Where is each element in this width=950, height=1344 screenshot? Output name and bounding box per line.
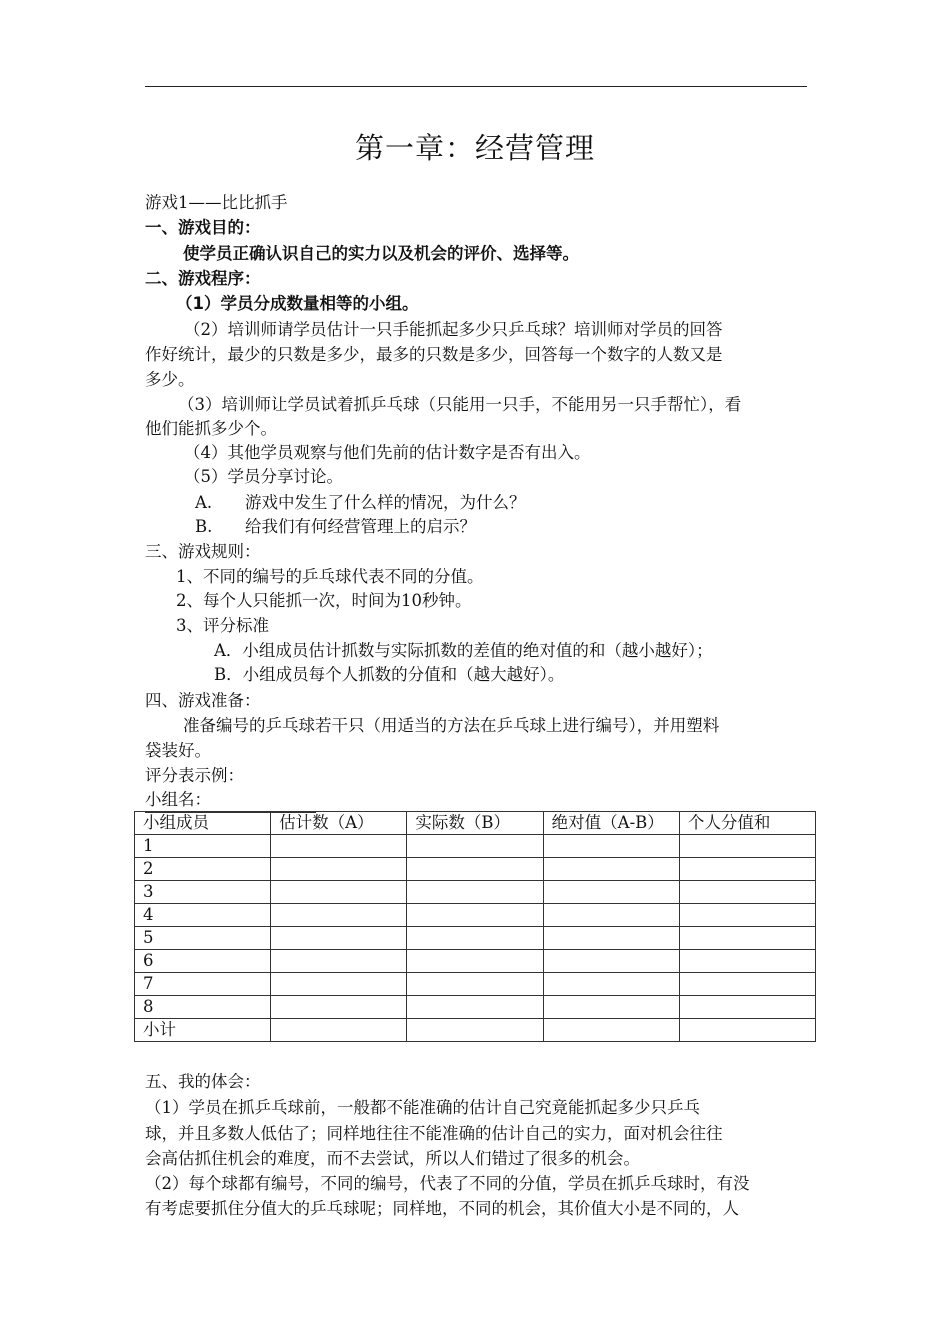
group-name-label [145,788,316,813]
table-cell [271,950,407,973]
section4-line1: 准备编号的乒乓球若干只（用适当的方法在乒乓球上进行编号），并用塑料 [183,716,720,735]
table-row [135,858,816,881]
section5-p1-line3: 会高估抓住机会的难度，而不去尝试，所以人们错过了很多的机会。 [145,1149,640,1168]
row-label: 6 [135,950,271,973]
question-a-text: 游戏中发生了什么样的情况，为什么？ [245,493,526,512]
section5-p2-line2: 有考虑要抓住分值大的乒乓球呢；同样地，不同的机会，其价值大小是不同的，人 [145,1199,739,1218]
section4-heading: 四、游戏准备： [145,691,261,710]
table-cell [543,835,679,858]
game-title: 游戏1——比比抓手 [145,193,288,212]
step5-text: （5）学员分享讨论。 [184,467,343,486]
row-label: 8 [135,996,271,1019]
table-cell [543,1019,679,1042]
row-label: 4 [135,904,271,927]
question-b-text: 给我们有何经营管理上的启示？ [245,517,476,536]
table-cell [271,904,407,927]
table-cell [543,881,679,904]
section1-text: 使学员正确认识自己的实力以及机会的评价、选择等。 [183,244,579,263]
table-cell [271,858,407,881]
step2-line3: 多少。 [145,370,195,389]
row-label: 小计 [135,1019,271,1042]
step2-line1: （2）培训师请学员估计一只手能抓起多少只乒乓球？培训师对学员的回答 [184,320,723,339]
row-label: 1 [135,835,271,858]
table-cell [407,950,543,973]
table-row [135,904,816,927]
question-a-letter: A. [195,493,213,512]
chapter-title: 第一章：经营管理 [354,131,595,165]
section5-heading: 五、我的体会： [145,1072,261,1091]
table-row [135,881,816,904]
table-row [135,835,816,858]
table-row [135,1019,816,1042]
table-cell [271,835,407,858]
step2-line2: 作好统计，最少的只数是多少，最多的只数是多少，回答每一个数字的人数又是 [145,345,723,364]
step3-line1: （3）培训师让学员试着抓乒乓球（只能用一只手，不能用另一只手帮忙），看 [178,395,742,414]
row-label: 5 [135,927,271,950]
table-cell [543,927,679,950]
rule1-text: 1、不同的编号的乒乓球代表不同的分值。 [176,567,484,586]
table-cell [679,927,815,950]
question-b-letter: B. [195,517,213,536]
step4-text: （4）其他学员观察与他们先前的估计数字是否有出入。 [184,443,591,462]
table-cell [407,927,543,950]
table-cell [407,835,543,858]
table-cell [407,904,543,927]
table-cell [543,996,679,1019]
header-member: 小组成员 [135,812,271,835]
rule3a-text: A．小组成员估计抓数与实际抓数的差值的绝对值的和（越小越好）； [214,641,713,660]
section5-p2-line1: （2）每个球都有编号，不同的编号，代表了不同的分值，学员在抓乒乓球时，有没 [145,1174,750,1193]
section2-heading: 二、游戏程序： [145,269,261,288]
row-label: 7 [135,973,271,996]
table-cell [679,996,815,1019]
row-label: 2 [135,858,271,881]
rule2-text: 2、每个人只能抓一次，时间为10秒钟。 [176,591,472,610]
header-actual: 实际数（B） [407,812,543,835]
step1-text: （1）学员分成数量相等的小组。 [176,294,419,313]
header-absolute: 绝对值（A-B） [543,812,679,835]
table-row [135,950,816,973]
table-cell [271,1019,407,1042]
table-row [135,927,816,950]
section5-p1-line2: 球，并且多数人低估了；同样地往往不能准确的估计自己的实力，面对机会往往 [145,1124,723,1143]
table-cell [271,973,407,996]
table-cell [407,973,543,996]
table-row [135,973,816,996]
row-label: 3 [135,881,271,904]
table-cell [679,904,815,927]
group-name-field: 小组名： [145,788,316,813]
table-cell [679,950,815,973]
table-cell [543,904,679,927]
table-cell [543,950,679,973]
section4-line2: 袋装好。 [145,741,211,760]
table-cell [679,858,815,881]
score-table [134,811,816,1042]
table-cell [543,973,679,996]
table-cell [679,1019,815,1042]
table-cell [271,927,407,950]
table-cell [271,996,407,1019]
table-cell [407,996,543,1019]
table-row [135,996,816,1019]
table-cell [407,858,543,881]
table-cell [407,881,543,904]
rule3-text: 3、评分标准 [176,616,269,635]
table-cell [271,881,407,904]
table-cell [543,858,679,881]
table-cell [679,973,815,996]
section3-heading: 三、游戏规则： [145,542,261,561]
score-example-label: 评分表示例： [145,766,244,785]
step3-line2: 他们能抓多少个。 [145,419,277,438]
section5-p1-line1: （1）学员在抓乒乓球前，一般都不能准确的估计自己究竟能抓起多少只乒乓 [145,1098,700,1117]
rule3b-text: B．小组成员每个人抓数的分值和（越大越好）。 [214,665,565,684]
header-rule [145,86,807,87]
table-header-row [135,812,816,835]
header-estimate: 估计数（A） [271,812,407,835]
table-cell [407,1019,543,1042]
header-score-sum: 个人分值和 [679,812,815,835]
table-cell [679,835,815,858]
section1-heading: 一、游戏目的： [145,218,261,237]
table-cell [679,881,815,904]
